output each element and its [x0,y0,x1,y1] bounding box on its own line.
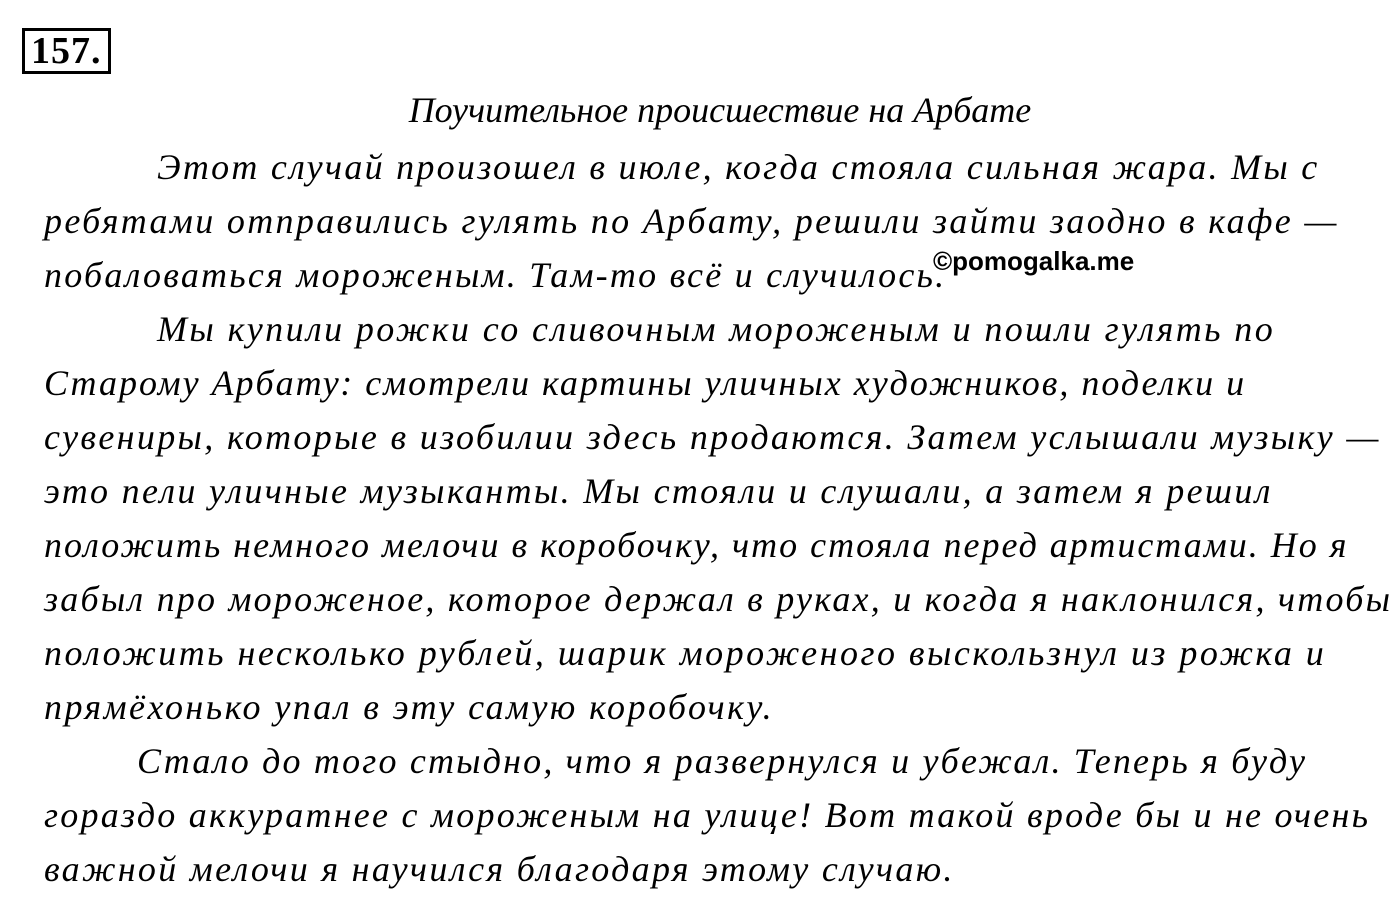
document-title: Поучительное происшествие на Арбате [408,90,1032,130]
text-line: побаловаться мороженым. Там-то всё и случилось. [44,255,947,295]
text-line: Старому Арбату: смотрели картины уличных художников, поделки и [44,363,1247,403]
text-line: важной мелочи я научился благодаря этому случаю. [44,849,955,889]
text-line: положить немного мелочи в коробочку, что стояла перед артистами. Но я [44,525,1349,565]
text-line: Стало до того стыдно, что я развернулся и убежал. Теперь я буду [137,741,1308,781]
text-line: Этот случай произошел в июле, когда стояла сильная жара. Мы с [157,147,1320,187]
text-line: гораздо аккуратнее с мороженым на улице! Вот такой вроде бы и не очень [44,795,1371,835]
text-line: Мы купили рожки со сливочным мороженым и пошли гулять по [157,309,1276,349]
task-number-box: 157. [22,28,111,74]
text-line: положить несколько рублей, шарик мороженого выскользнул из рожка и [44,633,1327,673]
text-line: забыл про мороженое, которое держал в руках, и когда я наклонился, чтобы [44,579,1393,619]
watermark: ©pomogalka.me [933,246,1135,276]
text-line: это пели уличные музыканты. Мы стояли и слушали, а затем я решил [44,471,1273,511]
text-line: ребятами отправились гулять по Арбату, решили зайти заодно в кафе — [44,201,1339,241]
text-line: сувениры, которые в изобилии здесь продаются. Затем услышали музыку — [44,417,1381,457]
text-line: прямёхонько упал в эту самую коробочку. [44,687,775,727]
